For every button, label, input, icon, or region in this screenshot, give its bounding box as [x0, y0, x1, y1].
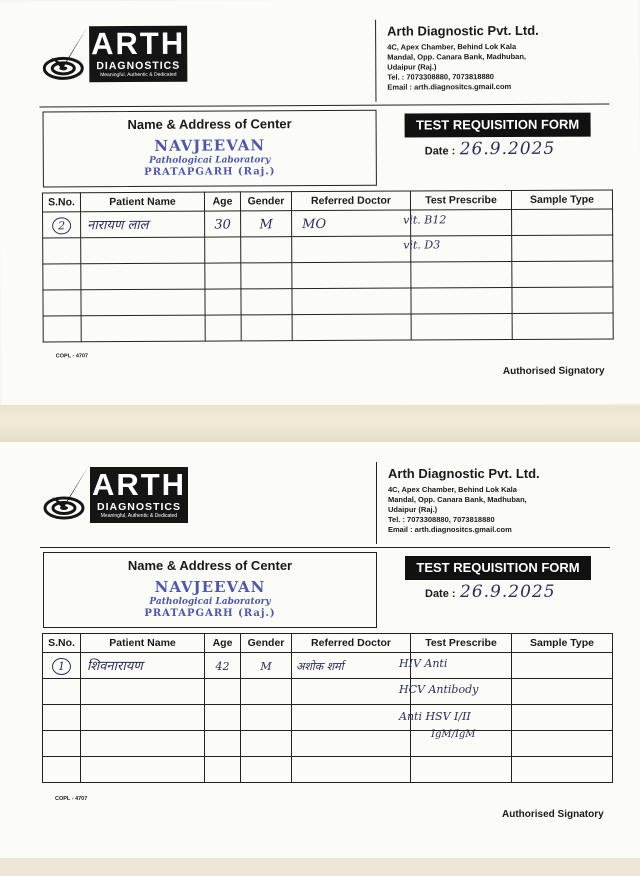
center-stamp [44, 579, 376, 620]
address-line: Udaipur (Raj.) [387, 62, 437, 72]
phone-line: Tel. : 7073308880, 7073818880 [388, 515, 495, 524]
patient-age: 42 [215, 659, 230, 673]
form-code: COPL - 4707 [55, 353, 89, 360]
column-header: Sample Type [511, 190, 612, 210]
column-header: Patient Name [80, 192, 204, 212]
stamp-line: PRATAPGARH (Raj.) [144, 608, 276, 619]
divider [376, 462, 377, 544]
target-check-logo-icon [42, 463, 92, 523]
authorised-signatory: Authorised Signatory [502, 365, 605, 378]
paper-fold [0, 858, 640, 876]
email-line: Email : arth.diagnositcs.gmail.com [388, 525, 512, 534]
column-header: Referred Doctor [292, 634, 411, 653]
email-line: Email : arth.diagnositcs.gmail.com [387, 81, 512, 92]
patient-gender: M [260, 659, 272, 673]
referred-doctor: MO [302, 216, 327, 232]
test-item: Anti HSV I/II [399, 710, 471, 723]
patient-table [42, 189, 614, 342]
address-line: Mandal, Opp. Canara Bank, Madhuban, [388, 495, 527, 504]
date-label: Date : [424, 145, 456, 158]
referred-doctor: अशोक शर्मा [296, 659, 344, 673]
column-header: Test Prescribe [411, 634, 512, 653]
requisition-form-bottom [0, 442, 640, 870]
stamp-line: PRATAPGARH (Raj.) [144, 166, 276, 178]
serial-number: 2 [52, 217, 71, 234]
divider [40, 547, 610, 548]
test-item: HIV Anti [399, 657, 448, 670]
center-heading: Name & Address of Center [127, 558, 293, 573]
center-address-box [43, 552, 377, 628]
patient-name: शिवनारायण [87, 659, 143, 674]
stamp-line: Pathologicai Laboratory [149, 597, 271, 607]
form-title: TEST REQUISITION FORM [405, 113, 591, 138]
patient-gender: M [259, 216, 273, 232]
date-value: 26.9.2025 [460, 582, 556, 602]
patient-name: नारायण लाल [87, 217, 149, 234]
column-header: Gender [241, 634, 292, 653]
company-name: Arth Diagnostic Pvt. Ltd. [388, 466, 540, 481]
serial-number: 1 [52, 658, 71, 675]
table-header-row [43, 634, 613, 653]
center-address-box [43, 110, 377, 188]
column-header: Test Prescribe [410, 190, 511, 210]
logo-tagline: Meaningful, Authentic & Dedicated [100, 71, 177, 79]
form-code: COPL - 4707 [55, 796, 88, 802]
center-stamp [44, 137, 376, 180]
column-header: Age [204, 192, 240, 211]
address-line: 4C, Apex Chamber, Behind Lok Kala [388, 485, 517, 494]
stamp-name: NAVJEEVAN [154, 136, 266, 155]
divider [375, 20, 376, 102]
target-check-logo-icon [41, 23, 91, 83]
company-name: Arth Diagnostic Pvt. Ltd. [387, 22, 539, 39]
logo-subtitle: DIAGNOSTICS [96, 59, 181, 73]
patient-age: 30 [214, 216, 231, 233]
table-row [43, 679, 613, 705]
column-header: Referred Doctor [291, 191, 410, 211]
table-row [43, 653, 613, 679]
column-header: Gender [240, 192, 291, 211]
test-item: IgM/IgM [431, 729, 476, 740]
column-header: Patient Name [81, 634, 205, 653]
date-label: Date : [425, 588, 456, 600]
stamp-line: Pathologicai Laboratory [149, 155, 271, 166]
table-row [43, 731, 613, 757]
patient-table [42, 633, 613, 783]
table-row [43, 287, 613, 316]
address-line: 4C, Apex Chamber, Behind Lok Kala [387, 41, 517, 52]
logo-tagline: Meaningful, Authentic & Dedicated [100, 513, 178, 519]
column-header: Age [205, 634, 241, 653]
address-line: Mandal, Opp. Canara Bank, Madhuban, [387, 51, 527, 62]
test-item: vit. D3 [403, 238, 441, 252]
table-row [43, 705, 613, 731]
requisition-form-top [0, 0, 640, 407]
company-address [388, 485, 558, 535]
test-item: vit. B12 [403, 213, 447, 227]
logo-title: ARTH [91, 25, 186, 62]
company-address [387, 42, 557, 93]
center-heading: Name & Address of Center [127, 116, 292, 133]
table-row [43, 757, 613, 783]
logo-subtitle: DIAGNOSTICS [97, 501, 181, 513]
authorised-signatory: Authorised Signatory [502, 809, 604, 820]
date-value: 26.9.2025 [459, 138, 556, 160]
logo-title: ARTH [91, 467, 187, 502]
brand-logo [90, 467, 188, 523]
divider [39, 103, 609, 107]
phone-line: Tel. : 7073308880, 7073818880 [387, 72, 494, 82]
table-row [43, 313, 613, 342]
paper-fold [0, 405, 640, 443]
column-header: S.No. [42, 193, 80, 212]
brand-logo [89, 26, 187, 83]
address-line: Udaipur (Raj.) [388, 505, 438, 514]
column-header: S.No. [43, 634, 81, 653]
column-header: Sample Type [512, 634, 613, 653]
table-row [43, 235, 613, 264]
table-row [43, 261, 613, 290]
stamp-name: NAVJEEVAN [154, 578, 266, 596]
table-row [43, 209, 613, 238]
form-title: TEST REQUISITION FORM [405, 556, 591, 580]
test-item: HCV Antibody [399, 683, 479, 696]
